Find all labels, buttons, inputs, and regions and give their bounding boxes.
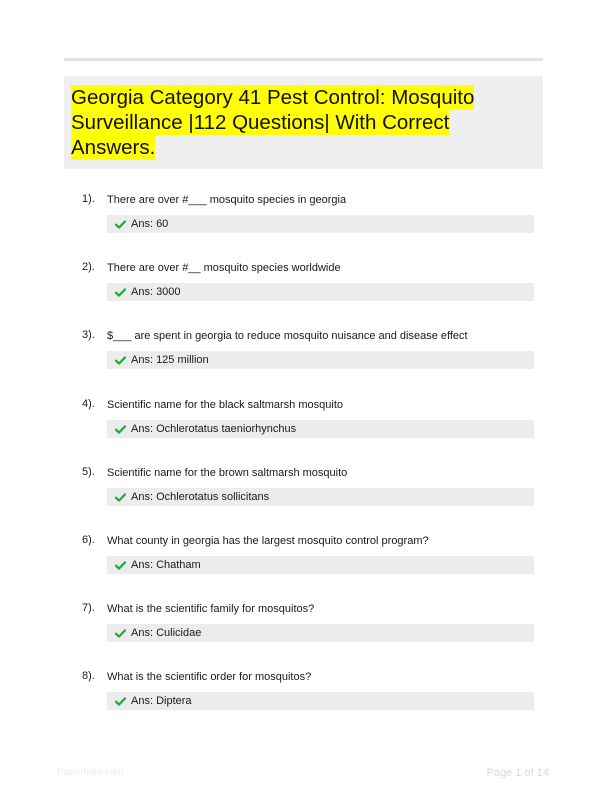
- answer-box: [107, 420, 534, 438]
- answer-box: [107, 692, 534, 710]
- check-icon: [115, 425, 126, 434]
- answer-text: Ans: 3000: [131, 286, 181, 298]
- footer-watermark: Paperfolio.com: [57, 767, 124, 778]
- answer-box: [107, 283, 534, 301]
- question-number: 3).: [82, 329, 95, 341]
- answer-box: [107, 624, 534, 642]
- check-icon: [115, 697, 126, 706]
- answer-box: [107, 215, 534, 233]
- title-banner: [64, 76, 543, 169]
- question-item: [0, 398, 606, 458]
- check-icon: [115, 220, 126, 229]
- question-item: [0, 602, 606, 662]
- answer-text: Ans: Ochlerotatus sollicitans: [131, 491, 270, 503]
- check-icon: [115, 356, 126, 365]
- page-number: Page 1 of 14: [486, 767, 549, 779]
- question-number: 2).: [82, 261, 95, 273]
- question-text: What county in georgia has the largest mosquito control program?: [107, 535, 429, 547]
- answer-text: Ans: 60: [131, 218, 169, 230]
- answer-text: Ans: Ochlerotatus taeniorhynchus: [131, 423, 297, 435]
- question-item: [0, 329, 606, 389]
- answer-box: [107, 488, 534, 506]
- question-item: [0, 466, 606, 526]
- answer-box: [107, 351, 534, 369]
- check-icon: [115, 561, 126, 570]
- document-title-text: Georgia Category 41 Pest Control: Mosquito Surveillance |112 Questions| With Correct Answers.: [71, 86, 475, 159]
- question-item: [0, 534, 606, 594]
- question-number: 8).: [82, 670, 95, 682]
- question-text: $___ are spent in georgia to reduce mosquito nuisance and disease effect: [107, 330, 468, 342]
- answer-text: Ans: Chatham: [131, 559, 201, 571]
- question-item: [0, 193, 606, 253]
- question-number: 5).: [82, 466, 95, 478]
- question-text: There are over #__ mosquito species worldwide: [107, 262, 341, 274]
- check-icon: [115, 493, 126, 502]
- question-number: 1).: [82, 193, 95, 205]
- check-icon: [115, 288, 126, 297]
- question-text: Scientific name for the black saltmarsh mosquito: [107, 399, 343, 411]
- answer-text: Ans: 125 million: [131, 354, 209, 366]
- question-number: 7).: [82, 602, 95, 614]
- top-divider: [64, 58, 543, 61]
- question-item: [0, 670, 606, 730]
- question-item: [0, 261, 606, 321]
- answer-text: Ans: Diptera: [131, 695, 192, 707]
- question-number: 6).: [82, 534, 95, 546]
- question-text: There are over #___ mosquito species in georgia: [107, 194, 347, 206]
- question-number: 4).: [82, 398, 95, 410]
- answer-box: [107, 556, 534, 574]
- answer-text: Ans: Culicidae: [131, 627, 202, 639]
- question-text: Scientific name for the brown saltmarsh mosquito: [107, 467, 348, 479]
- question-text: What is the scientific order for mosquitos?: [107, 671, 312, 683]
- check-icon: [115, 629, 126, 638]
- document-title: [71, 85, 537, 160]
- question-text: What is the scientific family for mosquitos?: [107, 603, 315, 615]
